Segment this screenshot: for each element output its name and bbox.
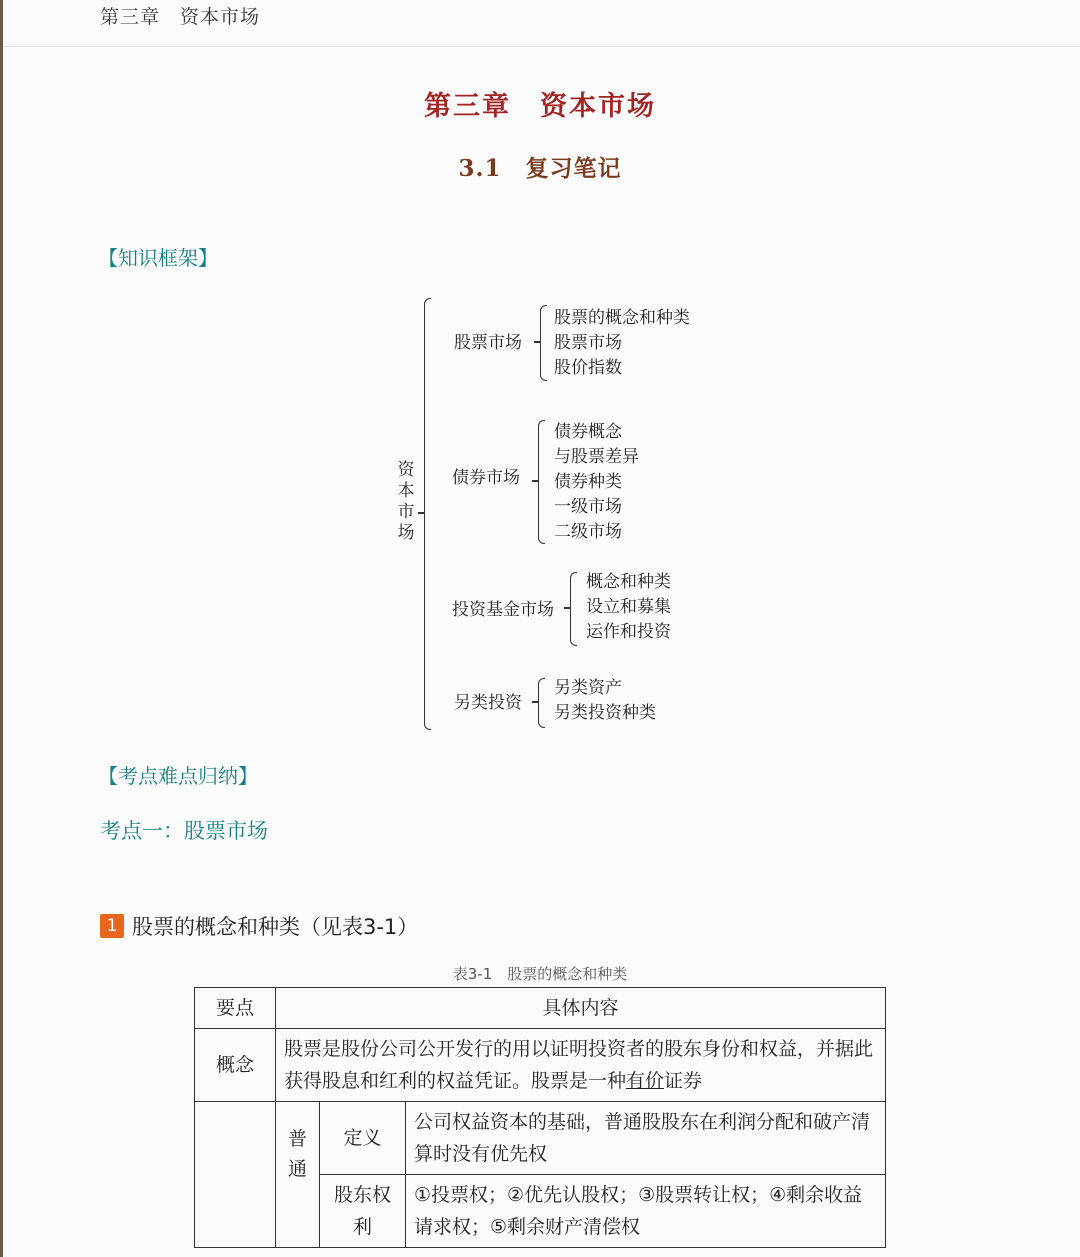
- knowledge-framework-label: 【知识框架】: [98, 246, 218, 270]
- branch-items: [586, 570, 671, 645]
- list-item: 股票市场: [554, 333, 622, 353]
- table-cell-common-stock: 普通: [276, 1102, 320, 1248]
- table-row: [195, 1102, 886, 1175]
- branch-brace: [570, 572, 577, 646]
- table-caption: 表3-1 股票的概念和种类: [452, 965, 628, 983]
- list-item: 另类投资种类: [554, 703, 656, 723]
- branch-brace-tip: [532, 480, 538, 482]
- branch-items: [554, 306, 690, 381]
- list-item: 股价指数: [554, 358, 622, 378]
- branch-label: 债券市场: [452, 468, 520, 488]
- table-cell-content: ①投票权；②优先认股权；③股票转让权；④剩余收益请求权；⑤剩余财产清偿权: [406, 1175, 886, 1248]
- stock-concept-table: [194, 987, 886, 1248]
- branch-label: 另类投资: [454, 693, 522, 713]
- branch-brace: [538, 678, 545, 728]
- list-item: 一级市场: [554, 497, 622, 517]
- branch-items: [554, 676, 656, 726]
- chapter-title: 第三章 资本市场: [424, 91, 656, 122]
- question-heading: [100, 911, 418, 941]
- mindmap-root: 资本市场: [397, 460, 415, 543]
- branch-label: 股票市场: [454, 333, 522, 353]
- branch-brace-tip: [534, 341, 540, 343]
- root-brace: [424, 298, 431, 730]
- list-item: 另类资产: [554, 678, 622, 698]
- list-item: 股票的概念和种类: [554, 308, 690, 328]
- question-title: 股票的概念和种类（见表3-1）: [132, 915, 419, 939]
- table-cell-content: 公司权益资本的基础，普通股股东在利润分配和破产清算时没有优先权: [406, 1102, 886, 1175]
- branch-brace: [540, 305, 547, 381]
- root-brace-tip: [418, 512, 424, 514]
- branch-label: 投资基金市场: [452, 600, 554, 620]
- table-cell-label: 概念: [195, 1029, 276, 1102]
- table-cell-label: 定义: [320, 1102, 406, 1175]
- header-divider: [3, 46, 1080, 47]
- underlined-term: 有价: [626, 1070, 665, 1092]
- list-item: 二级市场: [554, 522, 622, 542]
- list-item: 概念和种类: [586, 572, 671, 592]
- table-cell-content: [276, 1029, 886, 1102]
- table-row: [195, 988, 886, 1029]
- list-item: 债券种类: [554, 472, 622, 492]
- table-row: [195, 1029, 886, 1102]
- table-header-cell: 要点: [195, 988, 276, 1029]
- key-point-heading: 考点一：股票市场: [100, 819, 268, 843]
- branch-items: [554, 420, 639, 545]
- list-item: 设立和募集: [586, 597, 671, 617]
- concept-text: 股票是股份公司公开发行的用以证明投资者的股东身份和权益，并据此获得股息和红利的权益凭证。股票是一种: [284, 1038, 874, 1092]
- concept-text-end: 证券: [664, 1070, 703, 1092]
- knowledge-mindmap: [380, 290, 740, 740]
- page-edge: [0, 0, 3, 1257]
- list-item: 运作和投资: [586, 622, 671, 642]
- list-item: 债券概念: [554, 422, 622, 442]
- key-points-label: 【考点难点归纳】: [98, 764, 258, 788]
- table-cell-label: 股东权利: [320, 1175, 406, 1248]
- table-header-cell: 具体内容: [276, 988, 886, 1029]
- section-title: 3.1 复习笔记: [458, 155, 622, 182]
- table-cell-empty: [195, 1102, 276, 1248]
- branch-brace: [538, 420, 545, 544]
- branch-brace-tip: [564, 607, 570, 609]
- list-item: 与股票差异: [554, 447, 639, 467]
- branch-brace-tip: [532, 701, 538, 703]
- running-header: 第三章 资本市场: [100, 6, 261, 28]
- question-number-badge: 1: [100, 914, 124, 938]
